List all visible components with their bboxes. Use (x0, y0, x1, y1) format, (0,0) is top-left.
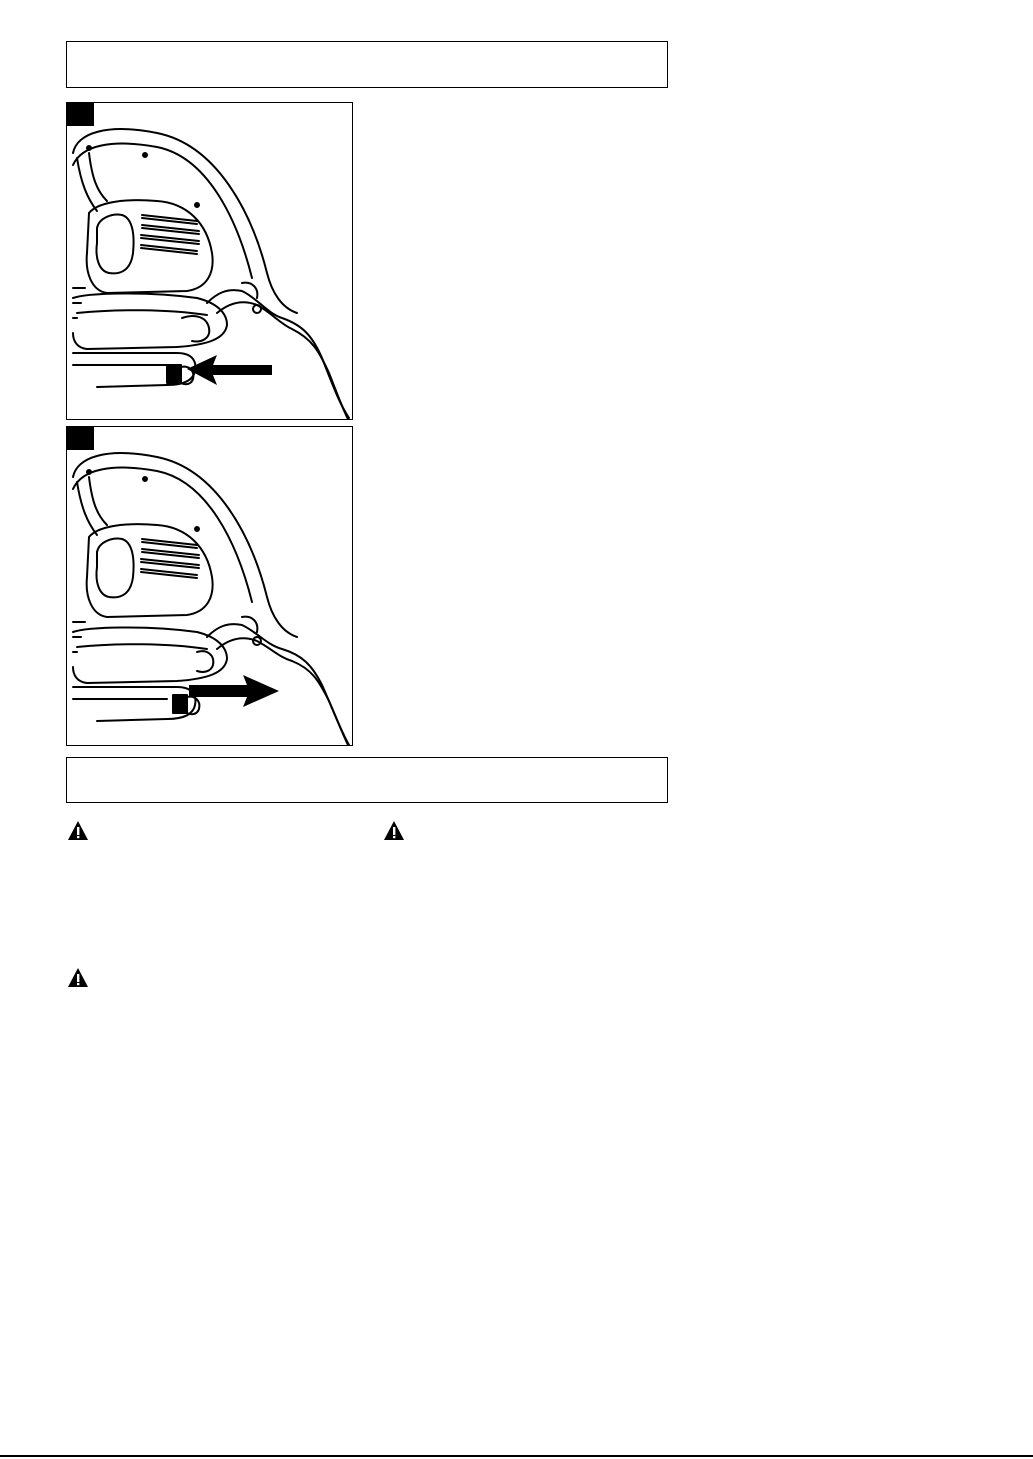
warning-triangle-icon (67, 820, 89, 841)
blower-side-view-drawing (67, 427, 353, 746)
section-header-box-bottom (66, 757, 668, 803)
section-header-box-top (66, 41, 668, 88)
warning-triangle-icon (67, 967, 89, 988)
remove-arrow-right (189, 675, 279, 707)
warning-triangle-icon (383, 820, 405, 841)
insert-arrow-left (187, 355, 272, 385)
page-bottom-rule (0, 1455, 1033, 1457)
blower-side-view-drawing (67, 103, 353, 420)
figure-1-illustration (66, 102, 353, 420)
figure-2-illustration (66, 426, 353, 746)
